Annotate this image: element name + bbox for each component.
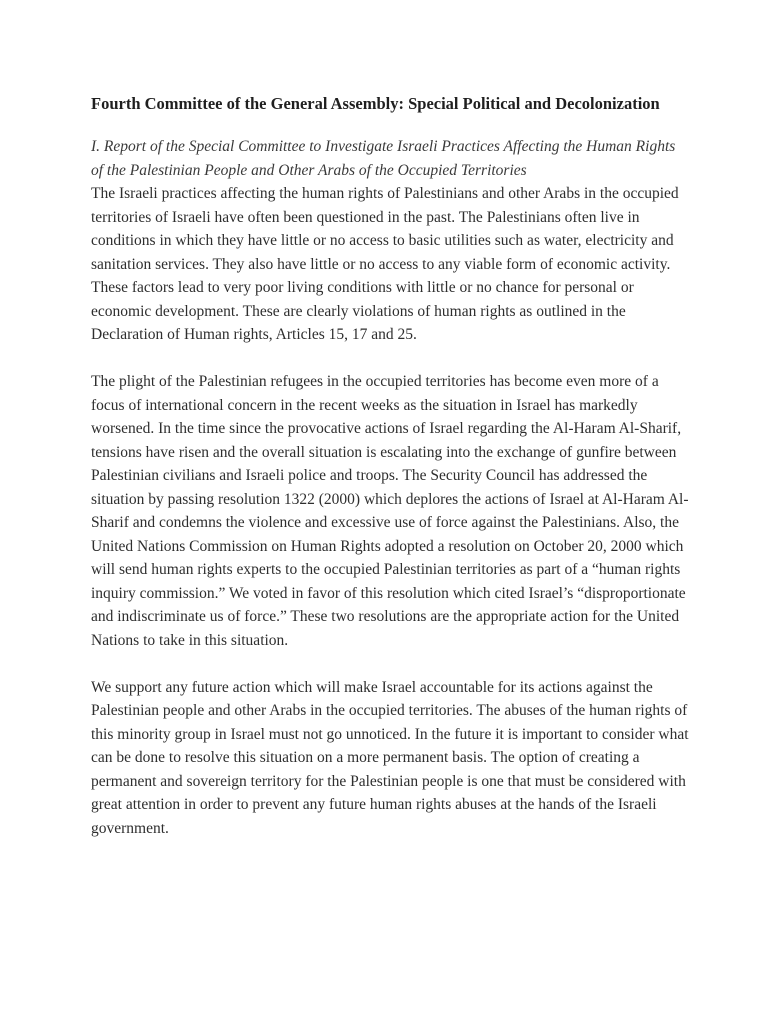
paragraph-2: The plight of the Palestinian refugees in the occupied territories has become even more of a focus of international concern in the recent weeks as the situation in Israel has markedly worsened. In the time since the provocative actions of Israel regarding the Al-Haram Al-Sharif, tensions have risen and the overall situation is escalating into the exchange of gunfire between Palestinian civilians and Israeli police and troops. The Security Council has addressed the situation by passing resolution 1322 (2000) which deplores the actions of Israel at Al-Haram Al-Sharif and condemns the violence and excessive use of force against the Palestinians. Also, the United Nations Commission on Human Rights adopted a resolution on October 20, 2000 which will send human rights experts to the occupied Palestinian territories as part of a “human rights inquiry commission.” We voted in favor of this resolution which cited Israel’s “disproportionate and indiscriminate us of force.” These two resolutions are the appropriate action for the United Nations to take in this situation. bbox=[91, 373, 689, 649]
document-page bbox=[91, 92, 691, 840]
section-subtitle: I. Report of the Special Committee to Investigate Israeli Practices Affecting the Human Rights of the Palestinian People and Other Arabs of the Occupied Territories bbox=[91, 138, 676, 179]
document-title: Fourth Committee of the General Assembly: Special Political and Decolonization bbox=[91, 94, 660, 113]
paragraph-1: The Israeli practices affecting the human rights of Palestinians and other Arabs in the occupied territories of Israeli have often been questioned in the past. The Palestinians often live in conditions in which they have little or no access to basic utilities such as water, electricity and sanitation services. They also have little or no access to any viable form of economic activity. These factors lead to very poor living conditions with little or no chance for personal or economic development. These are clearly violations of human rights as outlined in the Declaration of Human rights, Articles 15, 17 and 25. bbox=[91, 185, 679, 343]
paragraph-3: We support any future action which will make Israel accountable for its actions against the Palestinian people and other Arabs in the occupied territories. The abuses of the human rights of this minority group in Israel must not go unnoticed. In the future it is important to consider what can be done to resolve this situation on a more permanent basis. The option of creating a permanent and sovereign territory for the Palestinian people is one that must be considered with great attention in order to prevent any future human rights abuses at the hands of the Israeli government. bbox=[91, 678, 689, 837]
